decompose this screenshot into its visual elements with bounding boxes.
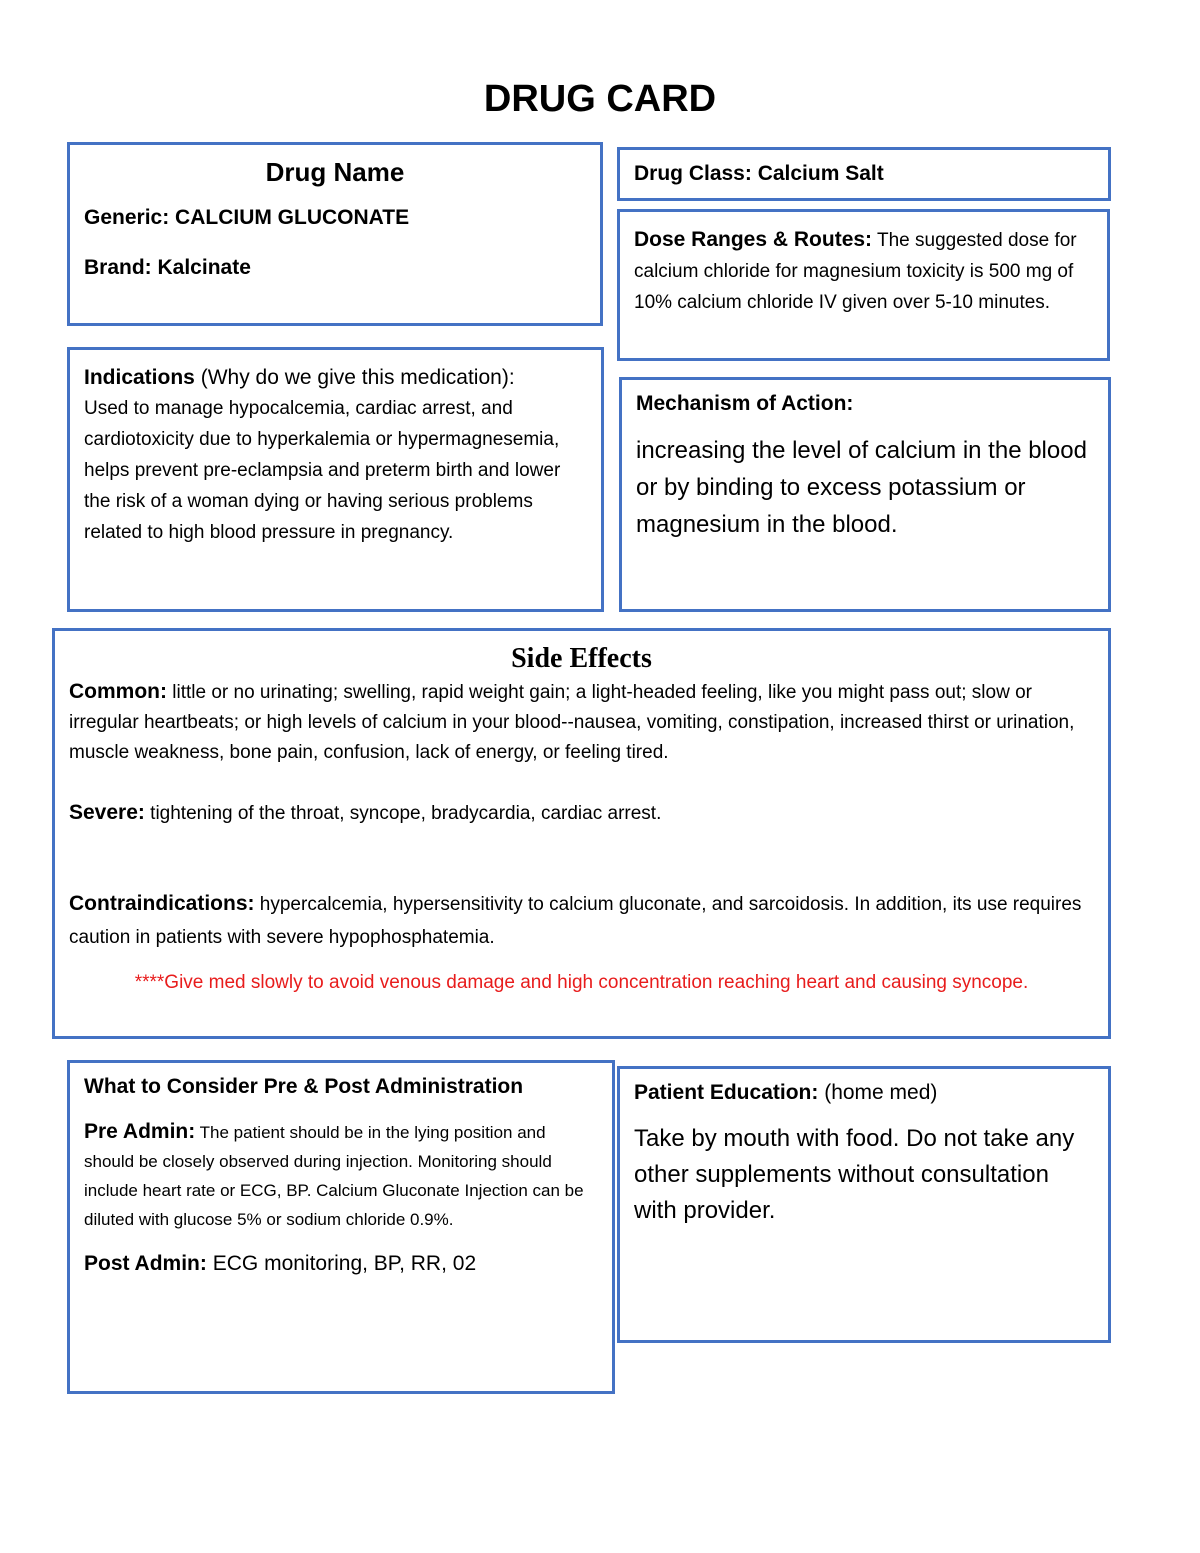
page-title: DRUG CARD [483,78,717,120]
education-text: Take by mouth with food. Do not take any other supplements without consultation with provider. [634,1125,1075,1224]
drug-name-heading: Drug Name [265,157,405,187]
indications-subtitle: (Why do we give this medication): [200,366,515,389]
common-effects [69,677,1094,768]
generic-name: Generic: CALCIUM GLUCONATE [84,206,410,229]
education-label: Patient Education: [634,1081,819,1104]
drug-class-box [617,147,1111,201]
brand-name: Brand: Kalcinate [84,256,251,279]
common-label: Common: [69,680,167,703]
mechanism-text: increasing the level of calcium in the blood or by binding to excess potassium or magnesium in the blood. [636,437,1087,538]
side-effects-heading: Side Effects [511,643,652,674]
severe-text: tightening of the throat, syncope, bradycardia, cardiac arrest. [150,803,662,824]
contraindications-label: Contraindications: [69,892,255,915]
post-admin-label: Post Admin: [84,1252,207,1275]
dose-text: The suggested dose for calcium chloride for magnesium toxicity is 500 mg of 10% calcium chloride IV given over 5-10 minutes. [634,230,1077,313]
pre-admin [84,1117,598,1234]
pre-admin-label: Pre Admin: [84,1120,196,1143]
mechanism-label: Mechanism of Action: [636,392,854,415]
side-effects-box [52,628,1111,1039]
dose-label: Dose Ranges & Routes: [634,228,873,251]
post-admin [84,1252,598,1276]
indications-label: Indications [84,366,195,389]
post-admin-text: ECG monitoring, BP, RR, 02 [212,1252,477,1275]
drug-name-box [67,142,603,326]
patient-education-box [617,1066,1111,1343]
severe-effects [69,798,1094,829]
mechanism-box [619,377,1111,612]
contraindications-text: hypercalcemia, hypersensitivity to calcium gluconate, and sarcoidosis. In addition, its use requires caution in patients with severe hypophosphatemia. [69,894,1082,948]
warning-note: ****Give med slowly to avoid venous damage and high concentration reaching heart and causing syncope. [134,972,1029,993]
administration-heading: What to Consider Pre & Post Administration [84,1075,524,1098]
dose-box [617,209,1110,361]
administration-box [67,1060,615,1394]
indications-box [67,347,604,612]
contraindications [69,887,1094,954]
pre-admin-text: The patient should be in the lying position and should be closely observed during injection. Monitoring should include heart rate or ECG, BP. Calcium Gluconate Injection can be diluted with glucose 5% or sodium chloride 0.9%. [84,1123,584,1229]
indications-text: Used to manage hypocalcemia, cardiac arrest, and cardiotoxicity due to hyperkalemia or hypermagnesemia, helps prevent pre-eclampsia and preterm birth and lower the risk of a woman dying or having serious problems related to high blood pressure in pregnancy. [84,398,561,543]
drug-class: Drug Class: Calcium Salt [634,162,884,185]
education-subtitle: (home med) [824,1081,938,1104]
common-text: little or no urinating; swelling, rapid weight gain; a light-headed feeling, like you might pass out; slow or irregular heartbeats; or high levels of calcium in your blood--nausea, vomiting, constipation, increased thirst or urination, muscle weakness, bone pain, confusion, lack of energy, or feeling tired. [69,682,1075,763]
severe-label: Severe: [69,801,145,824]
